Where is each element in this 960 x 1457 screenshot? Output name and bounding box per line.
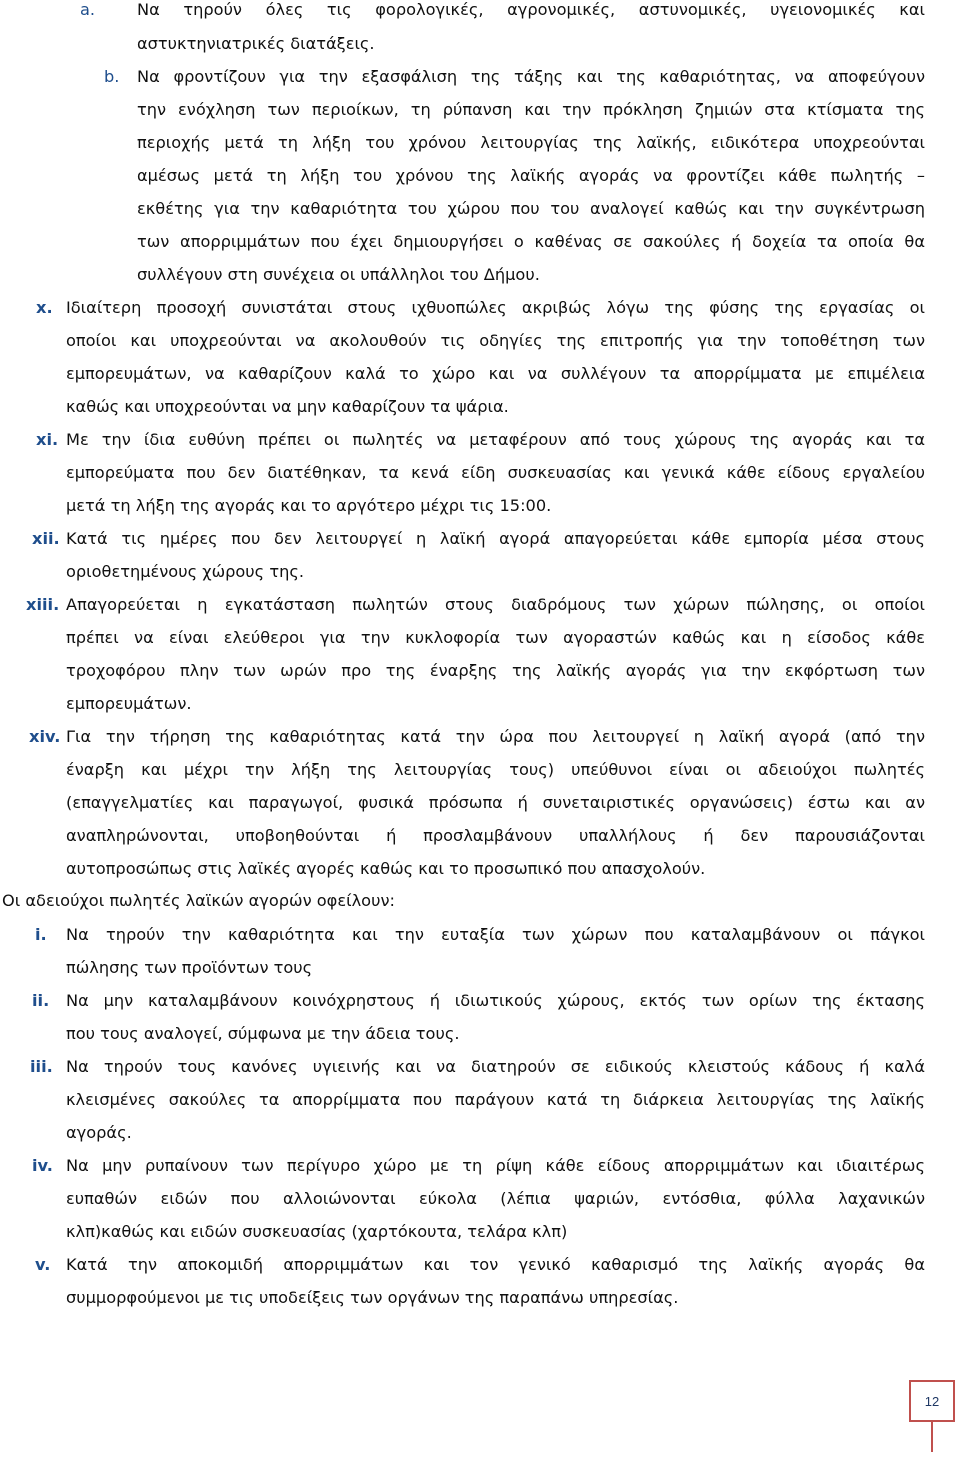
text-line: την ενόχληση των περιοίκων, τη ρύπανση και την πρόκληση ζημιών στα κτίσματα της: [137, 100, 925, 119]
text-line: που τους αναλογεί, σύμφωνα με την άδεια τους.: [66, 1024, 460, 1043]
text-line: αστυκτηνιατρικές διατάξεις.: [137, 34, 375, 53]
list-marker: b.: [104, 67, 120, 86]
text-line: οποίοι και υποχρεούνται να ακολουθούν τις οδηγίες της επιτροπής για την τοποθέτηση των: [66, 331, 925, 350]
text-line: κλπ)καθώς και ειδών συσκευασίας (χαρτόκουτα, τελάρα κλπ): [66, 1222, 568, 1241]
list-marker: xiii.: [26, 595, 60, 614]
text-line: Να μην καταλαμβάνουν κοινόχρηστους ή ιδιωτικούς χώρους, εκτός των ορίων της έκτασης: [66, 991, 925, 1010]
text-line: ευπαθών ειδών που αλλοιώνονται εύκολα (λέπια ψαριών, εντόσθια, φύλλα λαχανικών: [66, 1189, 925, 1208]
text-line: αγοράς.: [66, 1123, 132, 1142]
list-marker: iii.: [30, 1057, 53, 1076]
text-line: περιοχής μετά τη λήξη του χρόνου λειτουργίας της λαϊκής, ειδικότερα υποχρεούνται: [137, 133, 925, 152]
text-line: πώλησης των προϊόντων τους: [66, 958, 313, 977]
text-line: Κατά την αποκομιδή απορριμμάτων και τον γενικό καθαρισμό της λαϊκής αγοράς θα: [66, 1255, 925, 1274]
text-line: Να τηρούν τους κανόνες υγιεινής και να διατηρούν σε ειδικούς κλειστούς κάδους ή καλά: [66, 1057, 925, 1076]
page-number-connector: [931, 1422, 933, 1452]
text-line: οριοθετημένους χώρους της.: [66, 562, 304, 581]
text-line: των απορριμμάτων που έχει δημιουργήσει ο καθένας σε σακούλες ή δοχεία τα οποία θα: [137, 232, 925, 251]
text-line: Ιδιαίτερη προσοχή συνιστάται στους ιχθυοπώλες ακριβώς λόγω της φύσης της εργασίας οι: [66, 298, 925, 317]
text-line: Για την τήρηση της καθαριότητας κατά την ώρα που λειτουργεί η λαϊκή αγορά (από την: [66, 727, 925, 746]
list-marker: x.: [36, 298, 53, 317]
text-line: κλεισμένες σακούλες τα απορρίμματα που παράγουν κατά τη διάρκεια λειτουργίας της λαϊκής: [66, 1090, 925, 1109]
list-marker: ii.: [32, 991, 50, 1010]
list-marker: xi.: [36, 430, 59, 449]
text-line: συλλέγουν στη συνέχεια οι υπάλληλοι του Δήμου.: [137, 265, 540, 284]
section-intro: Οι αδειούχοι πωλητές λαϊκών αγορών οφείλουν:: [2, 891, 395, 910]
text-line: Να φροντίζουν για την εξασφάλιση της τάξης και της καθαριότητας, να αποφεύγουν: [137, 67, 925, 86]
list-marker: i.: [35, 925, 47, 944]
text-line: συμμορφούμενοι με τις υποδείξεις των οργάνων της παραπάνω υπηρεσίας.: [66, 1288, 679, 1307]
text-line: εμπορεύματα που δεν διατέθηκαν, τα κενά είδη συσκευασίας και γενικά κάθε είδους εργαλείου: [66, 463, 925, 482]
text-line: Με την ίδια ευθύνη πρέπει οι πωλητές να μεταφέρουν από τους χώρους της αγοράς και τα: [66, 430, 925, 449]
text-line: αυτοπροσώπως στις λαϊκές αγορές καθώς και το προσωπικό που απασχολούν.: [66, 859, 706, 878]
text-line: αμέσως μετά τη λήξη του χρόνου της λαϊκής αγοράς να φροντίζει κάθε πωλητής –: [137, 166, 925, 185]
text-line: εκθέτης για την καθαριότητα του χώρου που του αναλογεί καθώς και την συγκέντρωση: [137, 199, 925, 218]
text-line: Να τηρούν την καθαριότητα και την ευταξία των χώρων που καταλαμβάνουν οι πάγκοι: [66, 925, 925, 944]
list-marker: xiv.: [29, 727, 61, 746]
page-number: [909, 1380, 955, 1422]
text-line: εμπορευμάτων.: [66, 694, 192, 713]
text-line: Να μην ρυπαίνουν των περίγυρο χώρο με τη ρίψη κάθε είδους απορριμμάτων και ιδιαιτέρως: [66, 1156, 925, 1175]
text-line: αναπληρώνονται, υποβοηθούνται ή προσλαμβάνουν υπαλλήλους ή δεν παρουσιάζονται: [66, 826, 925, 845]
text-line: καθώς και υποχρεούνται να μην καθαρίζουν τα ψάρια.: [66, 397, 509, 416]
list-marker: a.: [80, 0, 96, 19]
text-line: Να τηρούν όλες τις φορολογικές, αγρονομικές, αστυνομικές, υγειονομικές και: [137, 0, 925, 19]
list-marker: iv.: [32, 1156, 53, 1175]
text-line: τροχοφόρου πλην των ωρών προ της έναρξης της λαϊκής αγοράς για την εκφόρτωση των: [66, 661, 925, 680]
text-line: μετά τη λήξη της αγοράς και το αργότερο μέχρι τις 15:00.: [66, 496, 552, 515]
text-line: έναρξη και μέχρι την λήξη της λειτουργίας τους) υπεύθυνοι είναι οι αδειούχοι πωλητές: [66, 760, 925, 779]
text-line: (επαγγελματίες και παραγωγοί, φυσικά πρόσωπα ή συνεταιριστικές οργανώσεις) έστω και αν: [66, 793, 925, 812]
text-line: πρέπει να είναι ελεύθεροι για την κυκλοφορία των αγοραστών καθώς και η είσοδος κάθε: [66, 628, 925, 647]
text-line: Κατά τις ημέρες που δεν λειτουργεί η λαϊκή αγορά απαγορεύεται κάθε εμπορία μέσα στους: [66, 529, 925, 548]
list-marker: xii.: [32, 529, 60, 548]
list-marker: v.: [35, 1255, 51, 1274]
text-line: εμπορευμάτων, να καθαρίζουν καλά το χώρο και να συλλέγουν τα απορρίμματα με επιμέλεια: [66, 364, 925, 383]
page-number-label: 12: [924, 1393, 940, 1409]
text-line: Απαγορεύεται η εγκατάσταση πωλητών στους διαδρόμους των χώρων πώλησης, οι οποίοι: [66, 595, 925, 614]
